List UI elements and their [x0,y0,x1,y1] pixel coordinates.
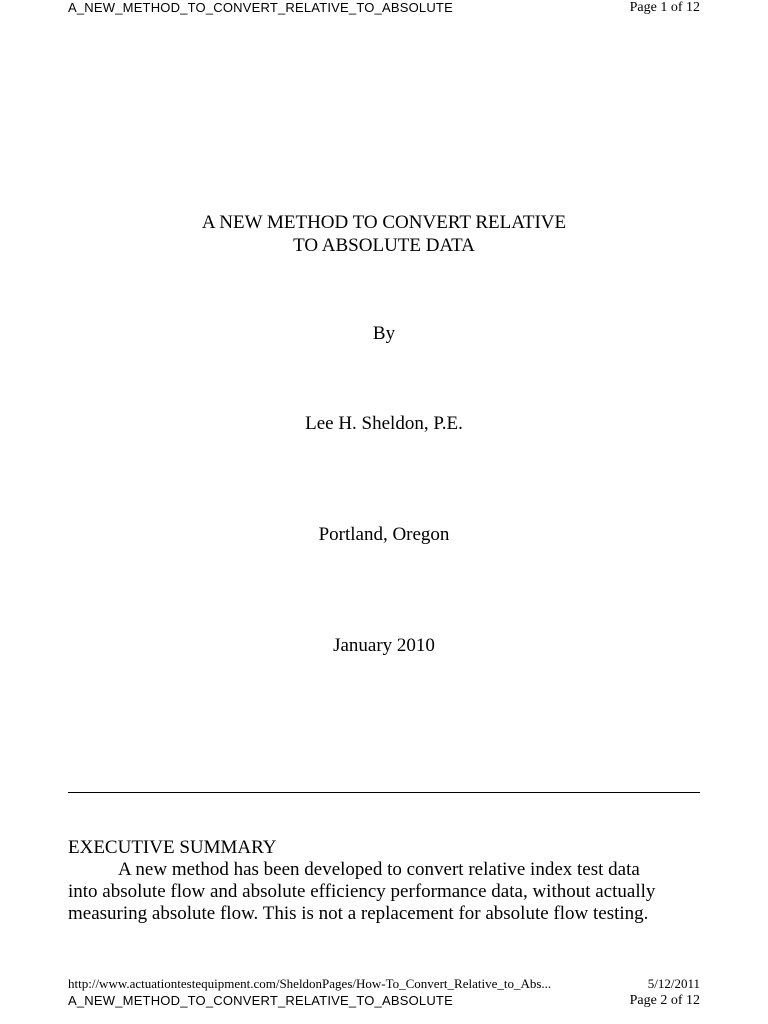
header-page-number: Page 2 of 12 [629,993,700,1008]
executive-summary-paragraph [68,859,700,925]
header-document-id: A_NEW_METHOD_TO_CONVERT_RELATIVE_TO_ABSOLUTE [68,0,453,15]
header-document-id: A_NEW_METHOD_TO_CONVERT_RELATIVE_TO_ABSOLUTE [68,993,453,1008]
section-divider [68,792,700,793]
summary-line: measuring absolute flow. This is not a replacement for absolute flow testing. [68,903,649,924]
footer-print-date: 5/12/2011 [647,976,700,991]
summary-line: into absolute flow and absolute efficiency performance data, without actually [68,881,656,902]
author-location: Portland, Oregon [318,524,450,545]
author-name: Lee H. Sheldon, P.E. [305,413,463,434]
publication-date: January 2010 [333,635,435,656]
footer-source-url[interactable]: http://www.actuationtestequipment.com/SheldonPages/How-To_Convert_Relative_to_Abs... [68,976,552,991]
document-title-line-1: A NEW METHOD TO CONVERT RELATIVE [201,212,567,233]
summary-line: A new method has been developed to convert relative index test data [118,859,640,880]
document-title-line-2: TO ABSOLUTE DATA [293,235,475,256]
header-page-number: Page 1 of 12 [629,0,700,15]
byline: By [372,323,396,344]
executive-summary-heading: EXECUTIVE SUMMARY [68,837,277,858]
